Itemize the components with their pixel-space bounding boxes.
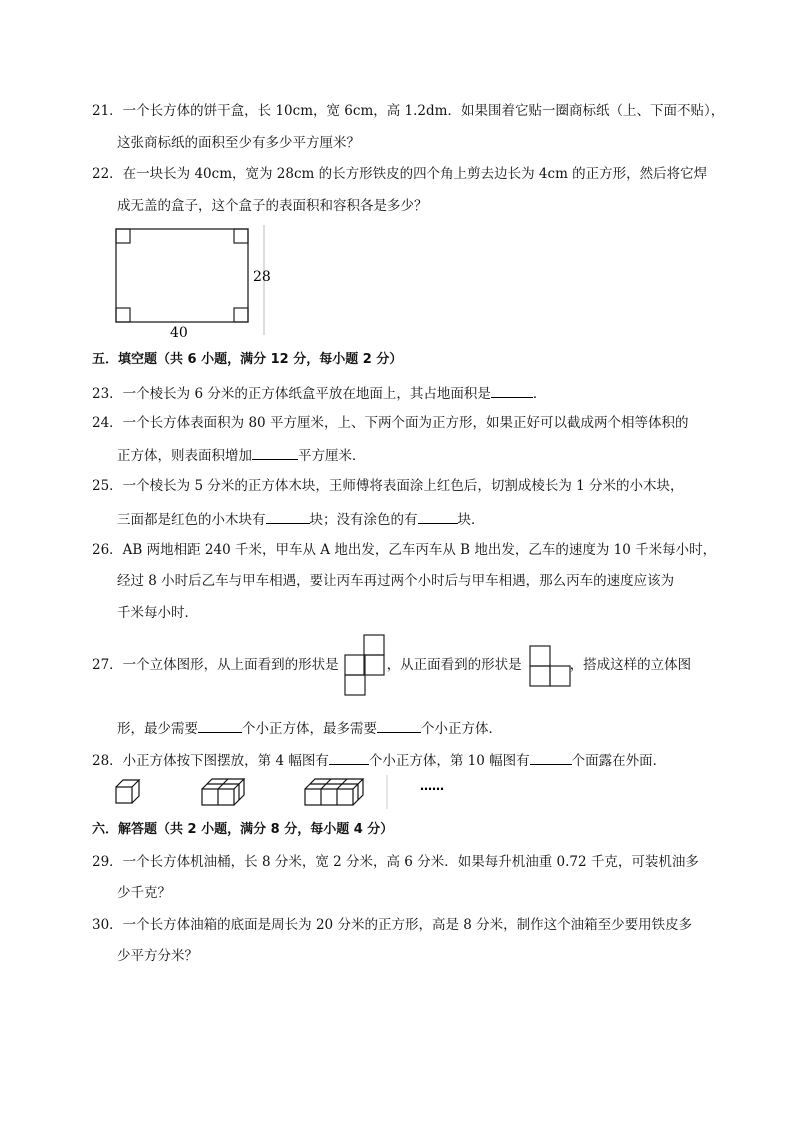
- q30-line2: 少平方分米？: [117, 948, 198, 964]
- q27-text-f: 个小正方体．: [421, 721, 502, 737]
- q28-text-a: 28．小正方体按下图摆放，第 4 幅图有: [92, 753, 329, 769]
- q28-figure-2: [202, 779, 244, 805]
- q28-cube-sequence-figure: [112, 775, 452, 810]
- q25-line1: 25．一个棱长为 5 分米的正方体木块，王师傅将表面涂上红色后，切割成棱长为 1 分米的小木块，: [92, 478, 684, 494]
- q28-answer-blank-2[interactable]: [530, 750, 572, 765]
- q22-corner-square-bl: [116, 308, 130, 322]
- q27-line1: [92, 656, 692, 674]
- q27-line2: [117, 718, 502, 738]
- q22-corner-square-br: [234, 308, 248, 322]
- q21-line2: 这张商标纸的面积至少有多少平方厘米？: [117, 135, 360, 151]
- q24-text-a: 正方体，则表面积增加: [117, 448, 252, 464]
- q22-sheet-outline: [116, 229, 248, 322]
- q30-line1: 30．一个长方体油箱的底面是周长为 20 分米的正方形，高是 8 分米，制作这个油箱至少要用铁皮多: [92, 917, 693, 933]
- q25-answer-blank-2[interactable]: [418, 509, 458, 524]
- q24-line2: [117, 445, 366, 465]
- q22-line2: 成无盖的盒子，这个盒子的表面积和容积各是多少？: [117, 198, 428, 214]
- q22-line1: 22．在一块长为 40cm，宽为 28cm 的长方形铁皮的四个角上剪去边长为 4cm 的正方形，然后将它焊: [92, 166, 708, 182]
- q27-top-view-figure: [344, 634, 386, 696]
- q23-text: 23．一个棱长为 6 分米的正方体纸盒平放在地面上，其占地面积是: [92, 386, 491, 402]
- q28-figure-3: [305, 779, 363, 805]
- q27-text-e: 个小正方体，最多需要: [242, 721, 377, 737]
- q23-answer-blank[interactable]: [491, 383, 533, 398]
- q27-answer-blank-1[interactable]: [198, 718, 242, 733]
- q26-line3: 千米每小时．: [117, 605, 198, 621]
- q25-line2: [117, 509, 485, 529]
- q28-text-b: 个小正方体，第 10 幅图有: [368, 753, 530, 769]
- q23-line: [92, 383, 546, 403]
- q24-text-b: 平方厘米．: [298, 448, 366, 464]
- q25-text-b: 块；没有涂色的有: [309, 512, 418, 528]
- q28-figure-1: [116, 780, 139, 803]
- q27-text-a: 27．一个立体图形，从上面看到的形状是: [92, 657, 339, 673]
- q22-width-label: 40: [170, 325, 188, 341]
- q28-ellipsis: ……: [420, 779, 444, 793]
- q27-text-c: ，搭成这样的立体图: [569, 657, 692, 673]
- q27-text-d: 形，最少需要: [117, 721, 198, 737]
- q24-line1: 24．一个长方体表面积为 80 平方厘米，上、下两个面为正方形，如果正好可以截成两个相等体积的: [92, 415, 689, 431]
- section6-title: 六．解答题（共 2 小题，满分 8 分，每小题 4 分）: [92, 822, 394, 837]
- q27-text-b: ，从正面看到的形状是: [386, 657, 522, 673]
- q29-line1: 29．一个长方体机油桶，长 8 分米，宽 2 分米，高 6 分米．如果每升机油重 0.72 千克，可装机油多: [92, 854, 699, 870]
- section5-title: 五．填空题（共 6 小题，满分 12 分，每小题 2 分）: [92, 352, 403, 367]
- q27-answer-blank-2[interactable]: [377, 718, 421, 733]
- q28-answer-blank-1[interactable]: [329, 750, 369, 765]
- q22-rectangle-figure: [112, 225, 282, 340]
- q22-height-label: 28: [253, 269, 271, 285]
- q28-line1: [92, 750, 666, 770]
- q21-line1: 21．一个长方体的饼干盒，长 10cm，宽 6cm，高 1.2dm．如果围着它贴一圈商标纸（上、下面不贴），: [92, 103, 725, 119]
- q25-text-c: 块．: [457, 512, 485, 528]
- q28-text-c: 个面露在外面．: [571, 753, 667, 769]
- q22-corner-square-tr: [234, 229, 248, 243]
- q25-answer-blank-1[interactable]: [266, 509, 310, 524]
- q27-front-view-figure: [529, 645, 573, 687]
- q22-corner-square-tl: [116, 229, 130, 243]
- q26-line1: 26．AB 两地相距 240 千米，甲车从 A 地出发，乙车丙车从 B 地出发，乙车的速度为 10 千米每小时，: [92, 542, 717, 558]
- q25-text-a: 三面都是红色的小木块有: [117, 512, 266, 528]
- q24-answer-blank[interactable]: [252, 445, 298, 460]
- q26-line2: 经过 8 小时后乙车与甲车相遇，要让丙车再过两个小时后与甲车相遇，那么丙车的速度应该为: [117, 573, 675, 589]
- q29-line2: 少千克？: [117, 885, 171, 901]
- q23-end: ．: [532, 386, 547, 402]
